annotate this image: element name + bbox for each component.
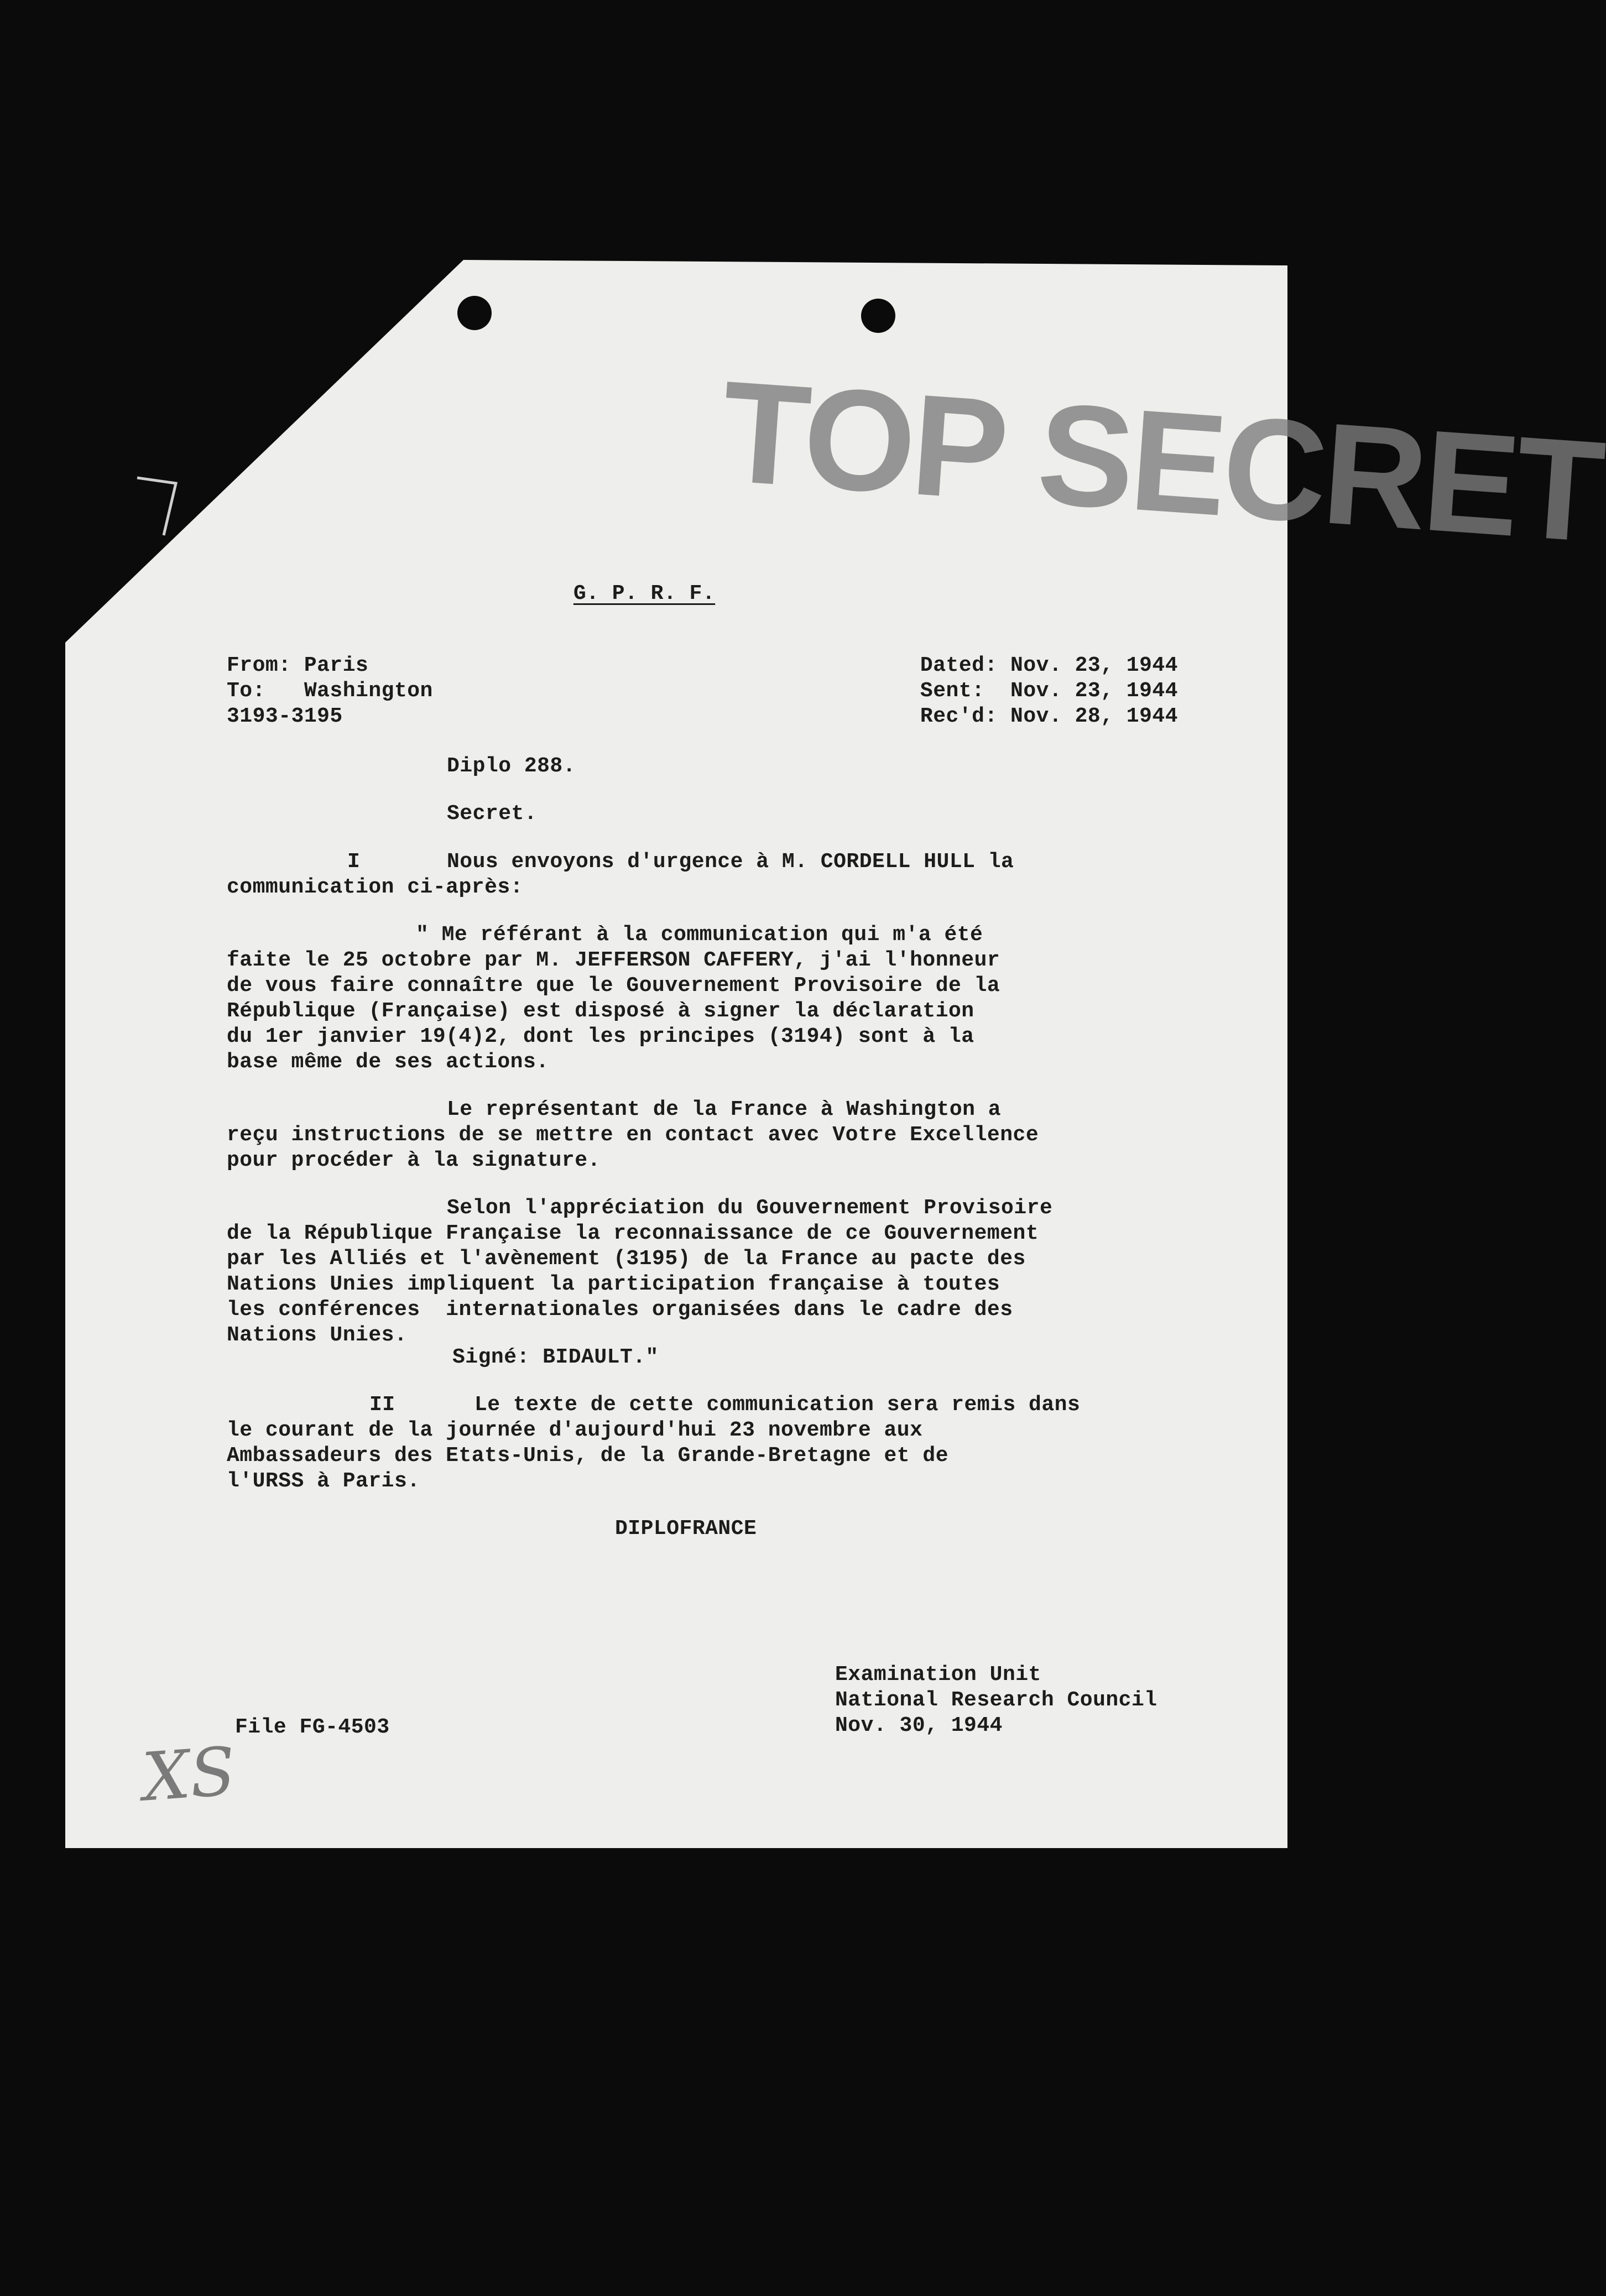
section-ii-line: Le texte de cette communication sera remis dans: [474, 1393, 1081, 1417]
quote-line: base même de ses actions.: [227, 1050, 549, 1074]
sent-line: Sent: Nov. 23, 1944: [920, 679, 1178, 703]
message-numbers: 3193-3195: [227, 705, 343, 728]
quote-line: Le représentant de la France à Washington a: [447, 1098, 1002, 1121]
reference-line: Diplo 288.: [447, 754, 576, 778]
quote-line: Selon l'appréciation du Gouvernement Provisoire: [447, 1196, 1053, 1220]
quote-line: République (Française) est disposé à signer la déclaration: [227, 999, 974, 1023]
quote-line: de la République Française la reconnaissance de ce Gouvernement: [227, 1222, 1039, 1245]
section-ii-line: le courant de la journée d'aujourd'hui 23 novembre aux: [227, 1418, 923, 1442]
section-ii-line: l'URSS à Paris.: [227, 1469, 420, 1493]
section-ii-numeral: II: [369, 1393, 395, 1417]
quote-line: pour procéder à la signature.: [227, 1149, 601, 1172]
received-line: Rec'd: Nov. 28, 1944: [920, 705, 1178, 728]
to-line: To: Washington: [227, 679, 433, 703]
quote-line: Nations Unies impliquent la participation française à toutes: [227, 1272, 1000, 1296]
research-council-line: National Research Council: [835, 1688, 1157, 1712]
quote-line: Nations Unies.: [227, 1323, 408, 1347]
quote-line: " Me référant à la communication qui m'a été: [416, 923, 983, 947]
signature-line: Signé: BIDAULT.": [452, 1345, 659, 1369]
dated-line: Dated: Nov. 23, 1944: [920, 654, 1178, 677]
section-i-line: communication ci-après:: [227, 875, 523, 899]
quote-line: les conférences internationales organisées dans le cadre des: [227, 1298, 1013, 1322]
section-i-numeral: I: [347, 850, 361, 874]
document-heading: G. P. R. F.: [573, 582, 716, 606]
handwritten-annotation: XS: [140, 1733, 238, 1817]
examination-unit-line: Examination Unit: [835, 1663, 1041, 1687]
footer-date-line: Nov. 30, 1944: [835, 1714, 1003, 1737]
top-secret-stamp: TOP SECRET: [716, 351, 1606, 573]
quote-line: de vous faire connaître que le Gouvernement Provisoire de la: [227, 974, 1000, 998]
quote-line: reçu instructions de se mettre en contact avec Votre Excellence: [227, 1123, 1039, 1147]
classification-line: Secret.: [447, 802, 538, 826]
sender-line: DIPLOFRANCE: [615, 1517, 757, 1541]
from-line: From: Paris: [227, 654, 369, 677]
quote-line: faite le 25 octobre par M. JEFFERSON CAFFERY, j'ai l'honneur: [227, 948, 1000, 972]
section-ii-line: Ambassadeurs des Etats-Unis, de la Grande-Bretagne et de: [227, 1444, 949, 1468]
quote-line: du 1er janvier 19(4)2, dont les principes (3194) sont à la: [227, 1025, 974, 1048]
section-i-line: Nous envoyons d'urgence à M. CORDELL HULL la: [447, 850, 1014, 874]
file-reference: File FG-4503: [235, 1715, 390, 1739]
quote-line: par les Alliés et l'avènement (3195) de la France au pacte des: [227, 1247, 1026, 1271]
